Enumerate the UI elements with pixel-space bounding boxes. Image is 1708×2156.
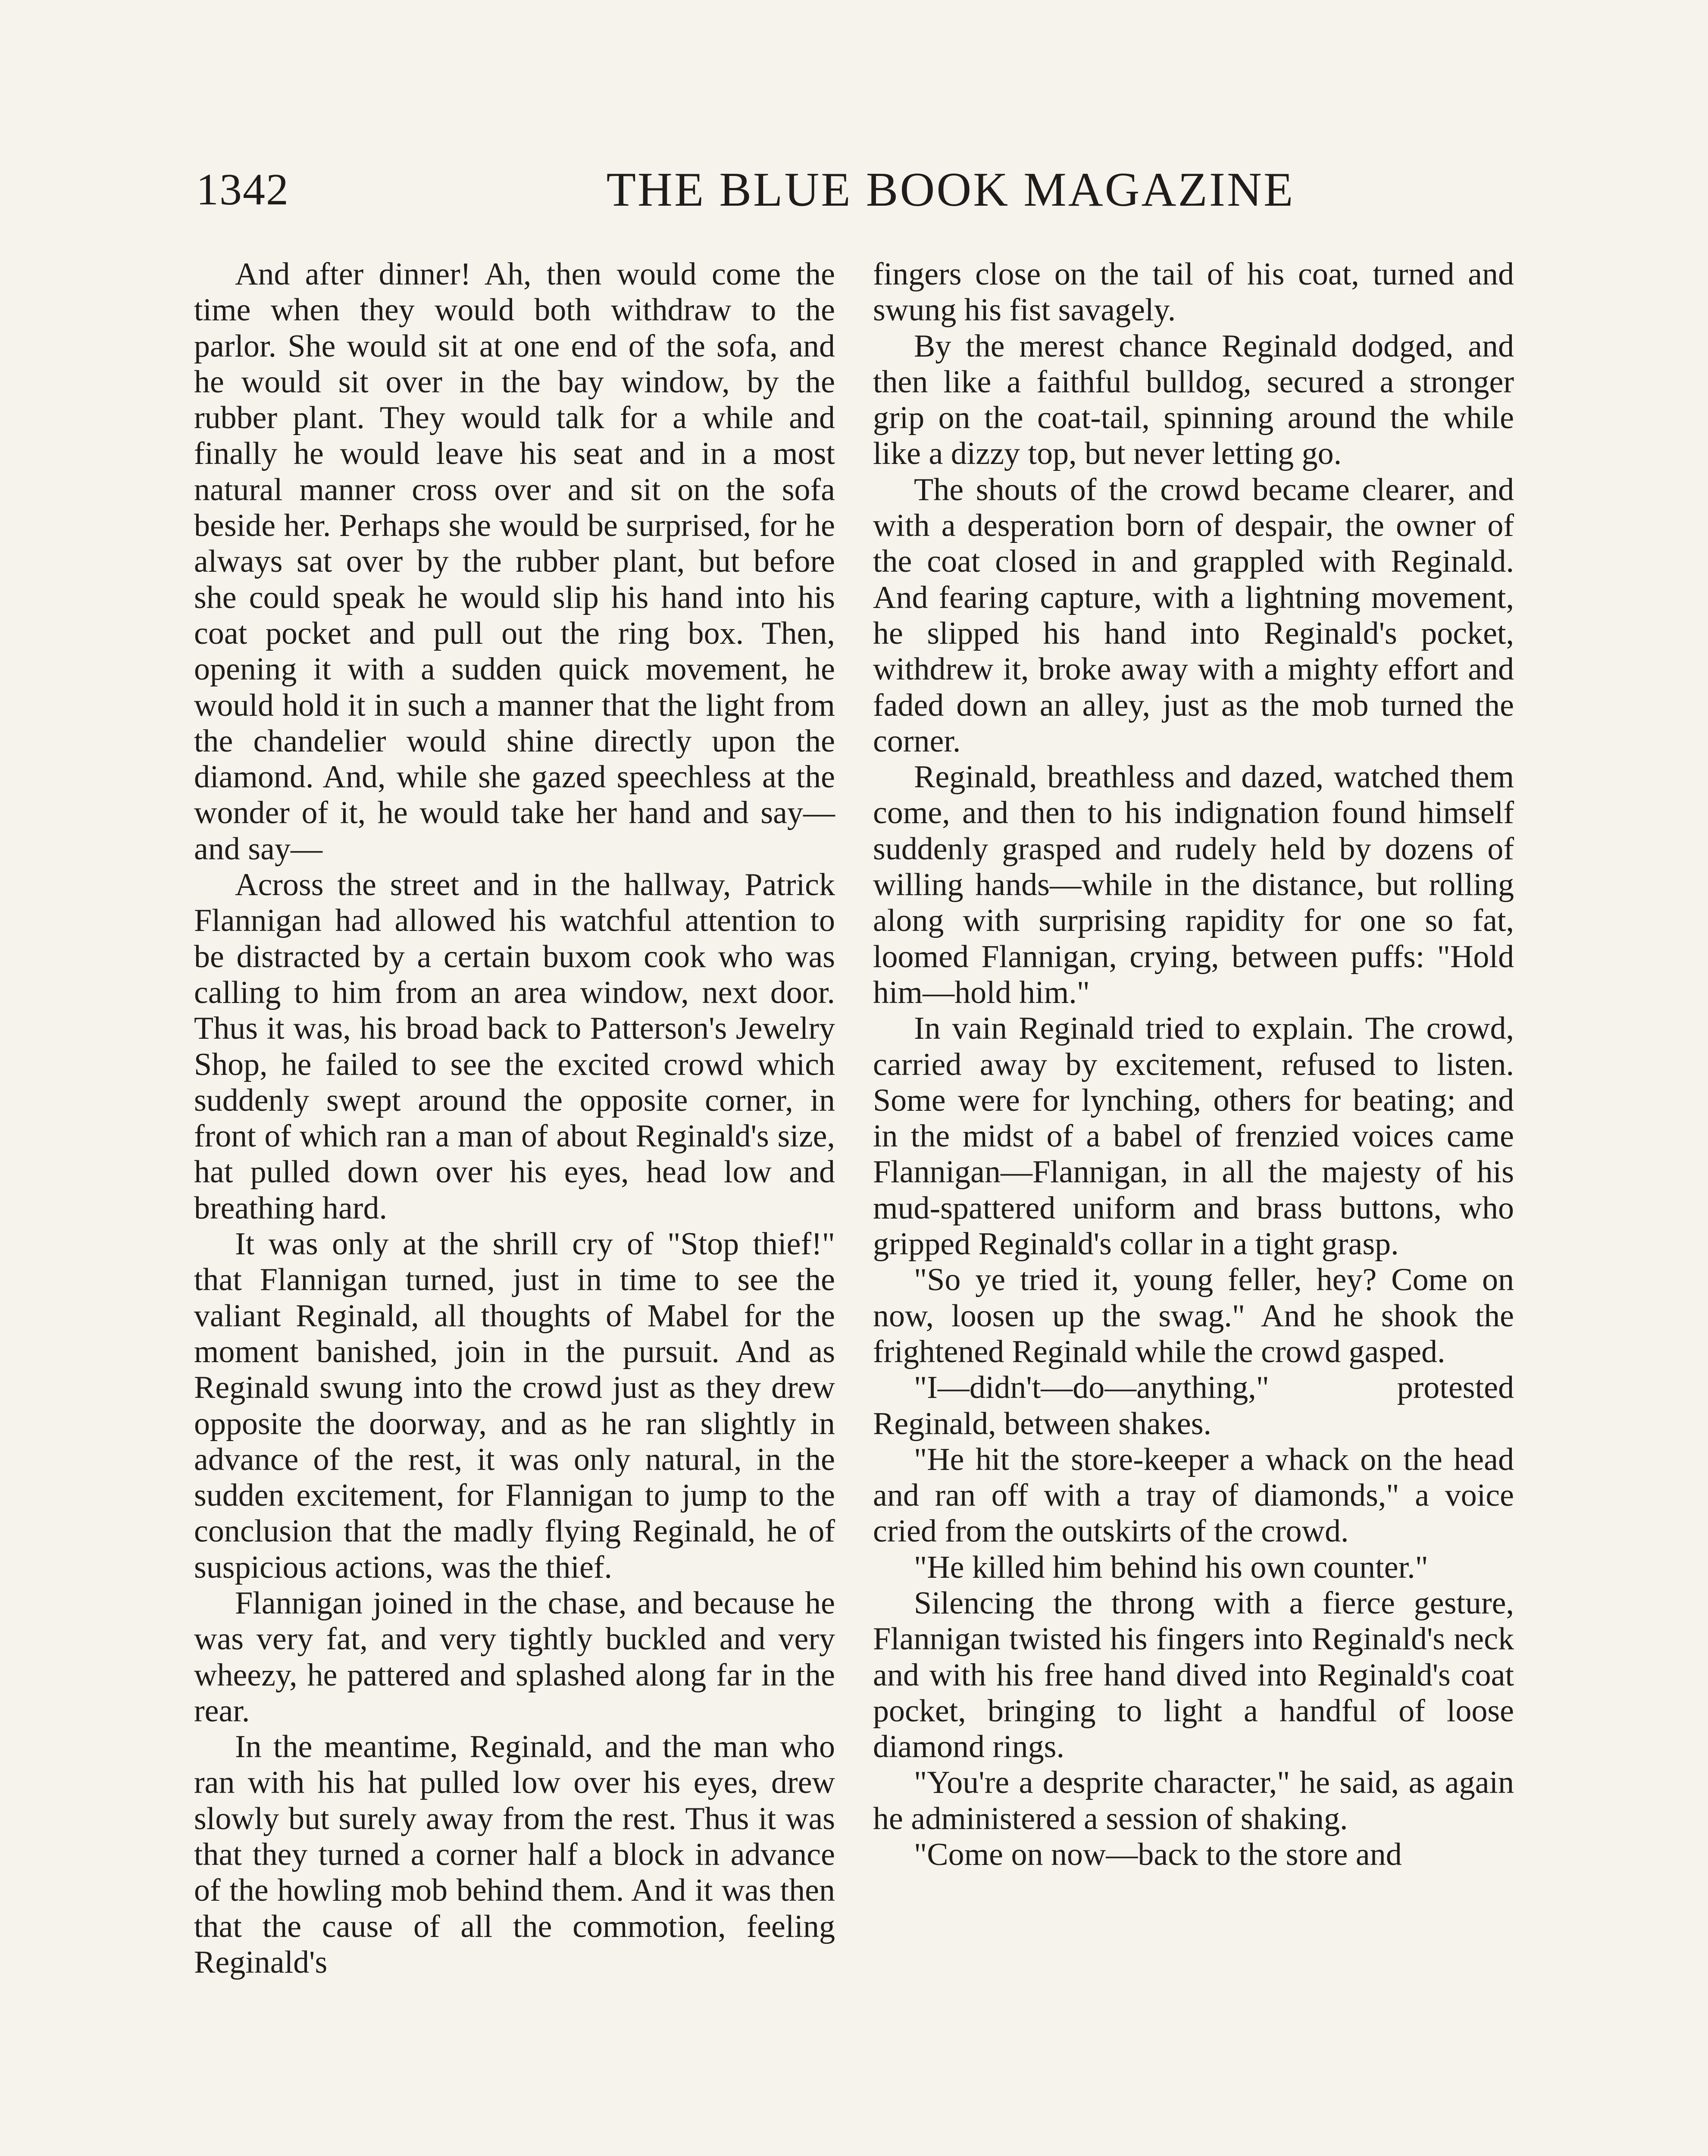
- paragraph: By the merest chance Reginald dodged, and then like a faithful bulldog, secured a stronger grip on the coat-tail, spinning around the while like a dizzy top, but never letting go.: [873, 328, 1514, 472]
- paragraph: The shouts of the crowd became clearer, and with a desperation born of despair, the owner of the coat closed in and grappled with Reginald. And fearing capture, with a lightning movement, he slipped his hand into Reginald's pocket, withdrew it, broke away with a mighty effort and faded down an alley, just as the mob turned the corner.: [873, 472, 1514, 759]
- paragraph: Flannigan joined in the chase, and because he was very fat, and very tightly buckled and very wheezy, he pattered and splashed along far in the rear.: [194, 1585, 835, 1729]
- paragraph: And after dinner! Ah, then would come the time when they would both withdraw to the parlor. She would sit at one end of the sofa, and he would sit over in the bay window, by the rubber plant. They would talk for a while and finally he would leave his seat and in a most natural manner cross over and sit on the sofa beside her. Perhaps she would be surprised, for he always sat over by the rubber plant, but before she could speak he would slip his hand into his coat pocket and pull out the ring box. Then, opening it with a sudden quick movement, he would hold it in such a manner that the light from the chandelier would shine directly upon the diamond. And, while she gazed speechless at the wonder of it, he would take her hand and say—and say—: [194, 257, 835, 867]
- page-header: [196, 160, 1515, 229]
- paragraph: In vain Reginald tried to explain. The crowd, carried away by excitement, refused to listen. Some were for lynching, others for beating; and in the midst of a babel of frenzied voices came Flannigan—Flannigan, in all the majesty of his mud-spattered uniform and brass buttons, who gripped Reginald's collar in a tight grasp.: [873, 1011, 1514, 1262]
- paragraph: Across the street and in the hallway, Patrick Flannigan had allowed his watchful attention to be distracted by a certain buxom cook who was calling to him from an area window, next door. Thus it was, his broad back to Patterson's Jewelry Shop, he failed to see the excited crowd which suddenly swept around the opposite corner, in front of which ran a man of about Reginald's size, hat pulled down over his eyes, head low and breathing hard.: [194, 867, 835, 1226]
- paragraph-continued: fingers close on the tail of his coat, turned and swung his fist savagely.: [873, 257, 1514, 328]
- paragraph: "He killed him behind his own counter.": [914, 1549, 1428, 1585]
- paragraph: "You're a desprite character," he said, as again he administered a session of shaking.: [873, 1765, 1514, 1836]
- paragraph: Reginald, breathless and dazed, watched them come, and then to his indignation found himself suddenly grasped and rudely held by dozens of willing hands—while in the distance, but rolling along with surprising rapidity for one so fat, loomed Flannigan, crying, between puffs: "Hold him—hold him.": [873, 759, 1514, 1010]
- paragraph: In the meantime, Reginald, and the man who ran with his hat pulled low over his eyes, drew slowly but surely away from the rest. Thus it was that they turned a corner half a block in advance of the howling mob behind them. And it was then that the cause of all the commotion, feeling Reginald's: [194, 1729, 835, 1980]
- paragraph: It was only at the shrill cry of "Stop thief!" that Flannigan turned, just in time to see the valiant Reginald, all thoughts of Mabel for the moment banished, join in the pursuit. And as Reginald swung into the crowd just as they drew opposite the doorway, and as he ran slightly in advance of the rest, it was only natural, in the sudden excitement, for Flannigan to jump to the conclusion that the madly flying Reginald, he of suspicious actions, was the thief.: [194, 1226, 835, 1585]
- paragraph: "He hit the store-keeper a whack on the head and ran off with a tray of diamonds," a voice cried from the outskirts of the crowd.: [873, 1442, 1514, 1549]
- paragraph: Silencing the throng with a fierce gesture, Flannigan twisted his fingers into Reginald's neck and with his free hand dived into Reginald's coat pocket, bringing to light a handful of loose diamond rings.: [873, 1585, 1514, 1765]
- paragraph: "I—didn't—do—anything," protested Reginald, between shakes.: [873, 1370, 1514, 1442]
- page-number: 1342: [196, 165, 289, 214]
- magazine-title: THE BLUE BOOK MAGAZINE: [606, 163, 1295, 216]
- left-text-column: [194, 257, 835, 1981]
- paragraph: "So ye tried it, young feller, hey? Come on now, loosen up the swag." And he shook the frightened Reginald while the crowd gasped.: [873, 1262, 1514, 1369]
- right-text-column: [873, 257, 1514, 1873]
- paragraph: "Come on now—back to the store and: [914, 1837, 1402, 1873]
